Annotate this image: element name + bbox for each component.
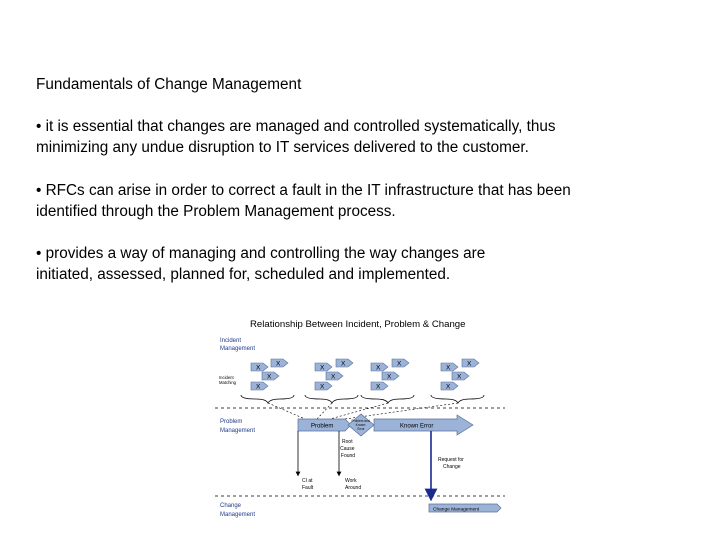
incident-cluster-1 (241, 359, 294, 403)
incident-cluster-3 (361, 359, 414, 403)
bullet-3-line-2: initiated, assessed, planned for, scheduled and implemented. (36, 266, 451, 284)
svg-text:X: X (256, 383, 261, 391)
lane-incident-label: Incident Management (220, 338, 256, 352)
bullet-marker: • (36, 245, 42, 263)
root-cause-label: Root Cause Found (340, 439, 356, 459)
bullet-3 (36, 243, 716, 285)
lane-change-label: Change Management (220, 503, 256, 518)
bullet-2-line-1: RFCs can arise in order to correct a fault in the IT infrastructure that has been (45, 181, 571, 199)
lane-problem-label: Problem Management (220, 419, 256, 434)
change-management-box-label: Change Management (433, 507, 480, 513)
known-error-label: Known Error (400, 423, 434, 430)
bullet-marker: • (36, 118, 42, 136)
slide-title: Fundamentals of Change Management (36, 76, 302, 93)
request-for-change-label: Request for Change (438, 457, 464, 470)
svg-text:X: X (267, 373, 272, 381)
bullet-2-line-2: identified through the Problem Management process. (36, 202, 396, 220)
incident-cluster-2 (305, 359, 358, 403)
svg-text:X: X (457, 373, 462, 381)
svg-text:X: X (376, 383, 381, 391)
svg-text:X: X (256, 364, 261, 372)
svg-text:X: X (397, 360, 402, 368)
bullet-3-line-1: provides a way of managing and controlling the way changes are (45, 245, 486, 263)
relationship-diagram (205, 311, 505, 543)
diagram-title: Relationship Between Incident, Problem & Change (250, 319, 466, 330)
incident-matching-label: Incident Matching (219, 375, 236, 385)
bullet-marker: • (36, 181, 42, 199)
bullet-2 (36, 180, 716, 222)
bullet-1 (36, 116, 716, 158)
ci-at-fault-label: CI at Fault (302, 478, 314, 491)
problem-arrow-label: Problem (311, 423, 334, 430)
bullet-1-line-1: it is essential that changes are managed and controlled systematically, thus (45, 118, 556, 136)
text-block (36, 74, 716, 306)
svg-text:X: X (446, 383, 451, 391)
svg-text:X: X (276, 360, 281, 368)
svg-text:X: X (320, 364, 325, 372)
incident-cluster-4 (431, 359, 484, 403)
svg-text:X: X (341, 360, 346, 368)
svg-text:X: X (376, 364, 381, 372)
svg-text:X: X (320, 383, 325, 391)
svg-text:X: X (387, 373, 392, 381)
work-around-label: Work Around (345, 478, 362, 491)
svg-text:X: X (446, 364, 451, 372)
svg-text:X: X (467, 360, 472, 368)
svg-text:X: X (331, 373, 336, 381)
diamond-label: Problem and Known Error (351, 419, 370, 431)
bullet-1-line-2: minimizing any undue disruption to IT services delivered to the customer. (36, 139, 529, 157)
